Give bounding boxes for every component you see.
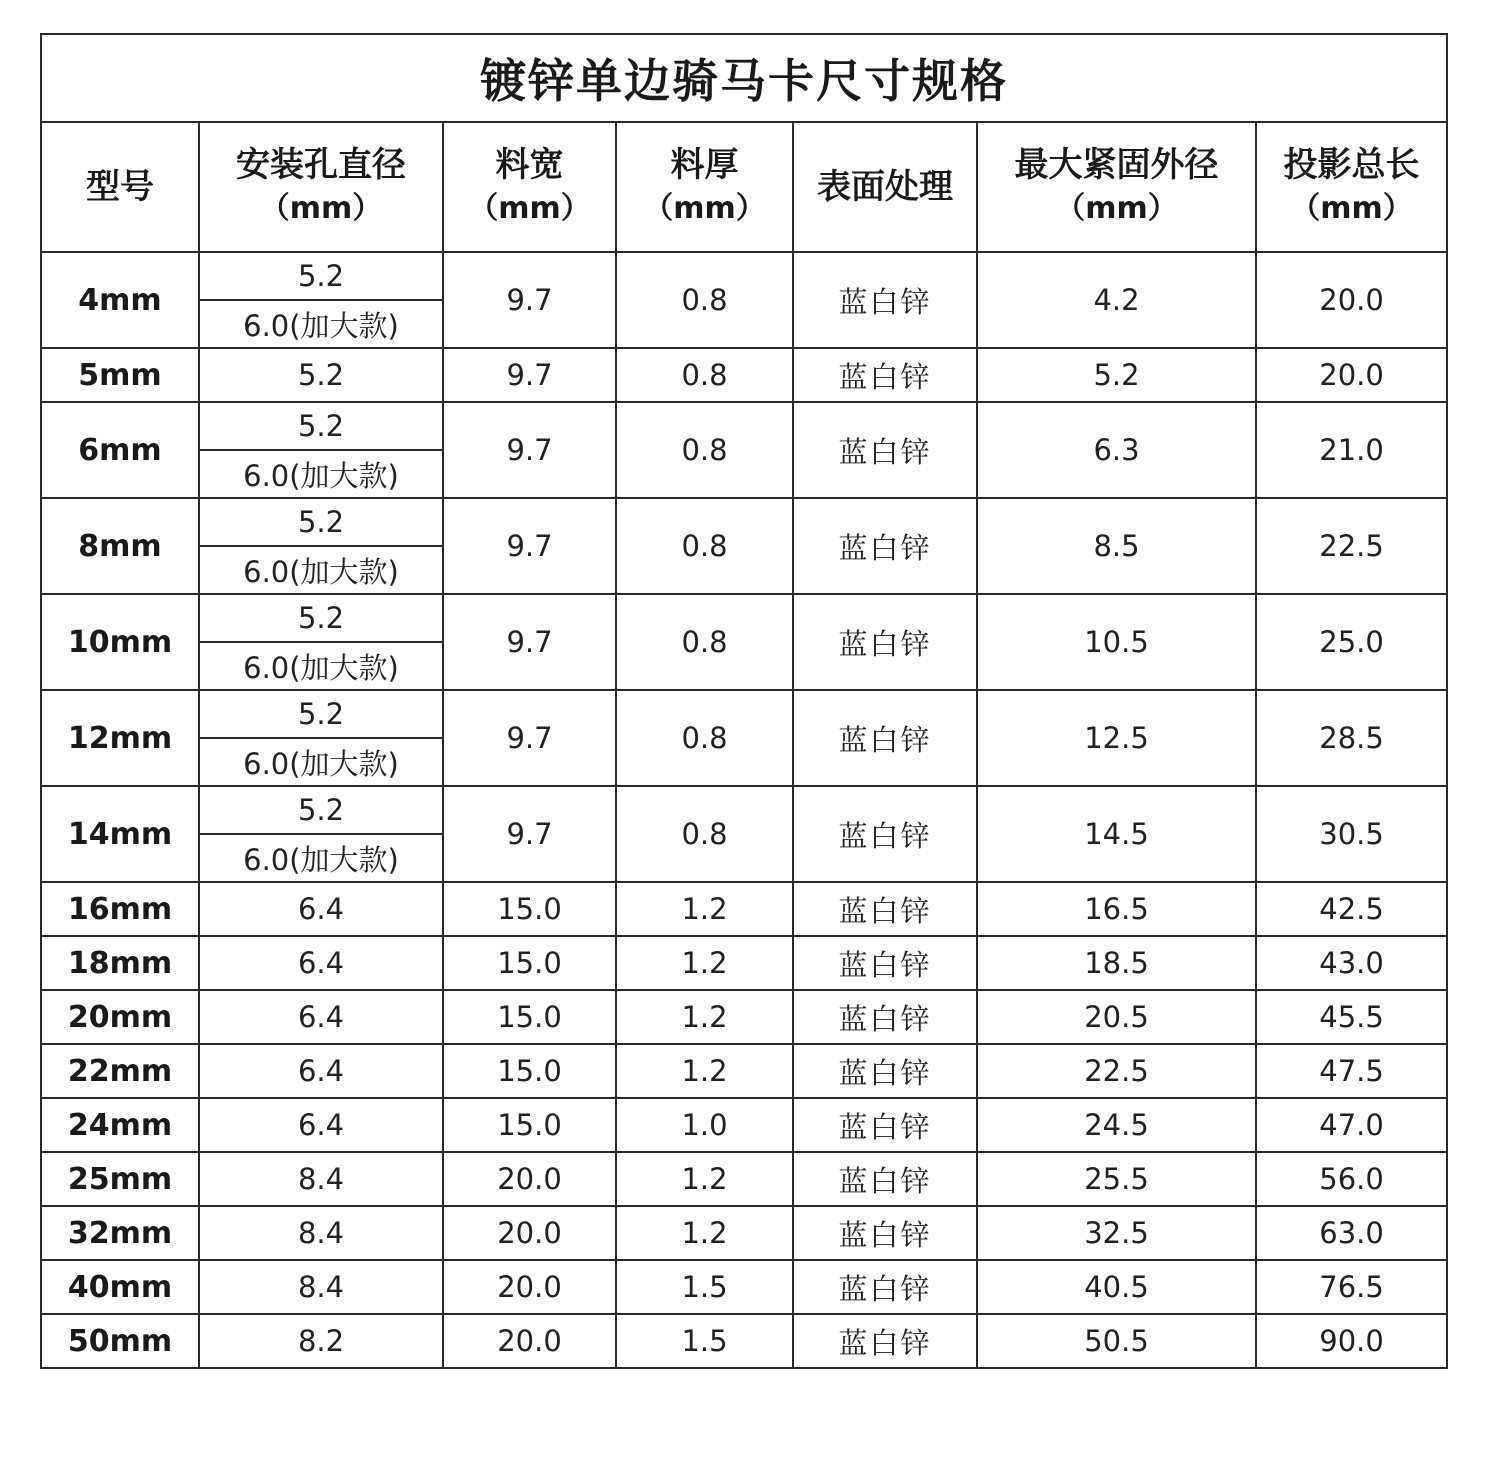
cell-width: 20.0 xyxy=(443,1152,616,1206)
cell-model: 16mm xyxy=(41,882,199,936)
cell-total-length: 30.5 xyxy=(1256,786,1447,882)
cell-surface: 蓝白锌 xyxy=(793,786,977,882)
cell-thickness: 1.2 xyxy=(616,936,793,990)
cell-surface: 蓝白锌 xyxy=(793,1098,977,1152)
table-row xyxy=(41,348,1447,402)
hole-option: 6.0(加大款) xyxy=(200,641,442,689)
cell-thickness: 1.0 xyxy=(616,1098,793,1152)
header-label: 型号 xyxy=(86,167,154,207)
cell-hole-diameter: 6.4 xyxy=(199,936,443,990)
hole-option: 5.2 xyxy=(297,601,345,635)
cell-surface: 蓝白锌 xyxy=(793,594,977,690)
cell-surface: 蓝白锌 xyxy=(793,1260,977,1314)
cell-max-od: 32.5 xyxy=(977,1206,1256,1260)
header-total-length xyxy=(1256,122,1447,252)
cell-thickness: 1.2 xyxy=(616,882,793,936)
cell-total-length: 63.0 xyxy=(1256,1206,1447,1260)
cell-model: 25mm xyxy=(41,1152,199,1206)
cell-surface: 蓝白锌 xyxy=(793,882,977,936)
cell-model: 5mm xyxy=(41,348,199,402)
table-row xyxy=(41,690,1447,786)
cell-thickness: 1.2 xyxy=(616,990,793,1044)
cell-total-length: 45.5 xyxy=(1256,990,1447,1044)
cell-width: 9.7 xyxy=(443,690,616,786)
cell-thickness: 0.8 xyxy=(616,594,793,690)
cell-thickness: 0.8 xyxy=(616,786,793,882)
cell-total-length: 20.0 xyxy=(1256,348,1447,402)
cell-width: 20.0 xyxy=(443,1314,616,1368)
cell-surface: 蓝白锌 xyxy=(793,936,977,990)
cell-max-od: 18.5 xyxy=(977,936,1256,990)
cell-max-od: 12.5 xyxy=(977,690,1256,786)
cell-total-length: 90.0 xyxy=(1256,1314,1447,1368)
cell-width: 15.0 xyxy=(443,882,616,936)
header-unit: （mm） xyxy=(259,191,383,226)
table-row xyxy=(41,402,1447,498)
cell-thickness: 1.5 xyxy=(616,1314,793,1368)
cell-model: 40mm xyxy=(41,1260,199,1314)
cell-max-od: 8.5 xyxy=(977,498,1256,594)
cell-hole-diameter: 6.4 xyxy=(199,882,443,936)
cell-model: 24mm xyxy=(41,1098,199,1152)
cell-thickness: 0.8 xyxy=(616,690,793,786)
cell-hole-diameter xyxy=(199,498,443,594)
cell-thickness: 0.8 xyxy=(616,348,793,402)
table-row xyxy=(41,1152,1447,1206)
cell-width: 20.0 xyxy=(443,1260,616,1314)
cell-max-od: 25.5 xyxy=(977,1152,1256,1206)
cell-max-od: 10.5 xyxy=(977,594,1256,690)
table-title: 镀锌单边骑马卡尺寸规格 xyxy=(41,34,1447,122)
header-label: 料厚 xyxy=(670,145,739,185)
cell-max-od: 16.5 xyxy=(977,882,1256,936)
cell-max-od: 50.5 xyxy=(977,1314,1256,1368)
hole-option: 6.0(加大款) xyxy=(200,299,442,347)
hole-option: 6.0(加大款) xyxy=(200,545,442,593)
cell-hole-diameter: 6.4 xyxy=(199,1044,443,1098)
header-unit: （mm） xyxy=(643,191,766,226)
cell-model: 20mm xyxy=(41,990,199,1044)
table-row xyxy=(41,1098,1447,1152)
cell-model: 32mm xyxy=(41,1206,199,1260)
cell-model: 50mm xyxy=(41,1314,199,1368)
cell-width: 9.7 xyxy=(443,252,616,348)
cell-surface: 蓝白锌 xyxy=(793,1206,977,1260)
cell-hole-diameter: 6.4 xyxy=(199,1098,443,1152)
cell-total-length: 76.5 xyxy=(1256,1260,1447,1314)
table-row xyxy=(41,882,1447,936)
cell-surface: 蓝白锌 xyxy=(793,690,977,786)
cell-max-od: 22.5 xyxy=(977,1044,1256,1098)
cell-total-length: 28.5 xyxy=(1256,690,1447,786)
cell-model: 6mm xyxy=(41,402,199,498)
header-row xyxy=(41,122,1447,252)
hole-option: 6.0(加大款) xyxy=(200,737,442,785)
cell-hole-diameter: 8.4 xyxy=(199,1260,443,1314)
header-label: 投影总长 xyxy=(1283,145,1420,185)
cell-max-od: 40.5 xyxy=(977,1260,1256,1314)
header-label: 最大紧固外径 xyxy=(1014,145,1219,185)
cell-width: 20.0 xyxy=(443,1206,616,1260)
cell-hole-diameter: 8.4 xyxy=(199,1206,443,1260)
cell-width: 9.7 xyxy=(443,594,616,690)
header-model xyxy=(41,122,199,252)
cell-thickness: 1.2 xyxy=(616,1044,793,1098)
hole-option: 6.0(加大款) xyxy=(200,833,442,881)
cell-surface: 蓝白锌 xyxy=(793,348,977,402)
header-hole-diameter xyxy=(199,122,443,252)
header-width xyxy=(443,122,616,252)
table-row xyxy=(41,252,1447,348)
cell-hole-diameter: 8.4 xyxy=(199,1152,443,1206)
cell-surface: 蓝白锌 xyxy=(793,1152,977,1206)
cell-max-od: 5.2 xyxy=(977,348,1256,402)
hole-option: 5.2 xyxy=(297,793,345,827)
cell-model: 10mm xyxy=(41,594,199,690)
table-row xyxy=(41,1044,1447,1098)
cell-model: 12mm xyxy=(41,690,199,786)
cell-hole-diameter xyxy=(199,594,443,690)
hole-option: 6.0(加大款) xyxy=(200,449,442,497)
cell-hole-diameter: 8.2 xyxy=(199,1314,443,1368)
header-thickness xyxy=(616,122,793,252)
cell-total-length: 22.5 xyxy=(1256,498,1447,594)
hole-option: 5.2 xyxy=(297,259,345,293)
hole-option: 5.2 xyxy=(297,697,345,731)
hole-option: 5.2 xyxy=(297,505,345,539)
cell-model: 22mm xyxy=(41,1044,199,1098)
cell-total-length: 56.0 xyxy=(1256,1152,1447,1206)
cell-width: 9.7 xyxy=(443,786,616,882)
cell-thickness: 0.8 xyxy=(616,402,793,498)
cell-total-length: 47.5 xyxy=(1256,1044,1447,1098)
table-row xyxy=(41,498,1447,594)
cell-thickness: 0.8 xyxy=(616,498,793,594)
cell-thickness: 1.2 xyxy=(616,1152,793,1206)
cell-total-length: 25.0 xyxy=(1256,594,1447,690)
cell-surface: 蓝白锌 xyxy=(793,402,977,498)
cell-thickness: 1.5 xyxy=(616,1260,793,1314)
table-body xyxy=(41,252,1447,1368)
cell-width: 9.7 xyxy=(443,348,616,402)
cell-width: 15.0 xyxy=(443,990,616,1044)
header-unit: （mm） xyxy=(1055,191,1178,226)
cell-hole-diameter: 5.2 xyxy=(199,348,443,402)
header-unit: （mm） xyxy=(1290,191,1413,226)
cell-model: 18mm xyxy=(41,936,199,990)
cell-surface: 蓝白锌 xyxy=(793,1314,977,1368)
cell-hole-diameter xyxy=(199,786,443,882)
header-unit: （mm） xyxy=(468,191,591,226)
table-row xyxy=(41,594,1447,690)
cell-surface: 蓝白锌 xyxy=(793,990,977,1044)
spec-table xyxy=(40,33,1448,1369)
table-row xyxy=(41,1206,1447,1260)
cell-hole-diameter xyxy=(199,252,443,348)
table-row xyxy=(41,1260,1447,1314)
header-max-od xyxy=(977,122,1256,252)
cell-model: 14mm xyxy=(41,786,199,882)
cell-total-length: 42.5 xyxy=(1256,882,1447,936)
table-row xyxy=(41,1314,1447,1368)
header-label: 安装孔直径 xyxy=(236,145,406,185)
cell-max-od: 6.3 xyxy=(977,402,1256,498)
hole-option: 5.2 xyxy=(297,409,345,443)
header-label: 料宽 xyxy=(495,145,564,185)
cell-surface: 蓝白锌 xyxy=(793,498,977,594)
cell-thickness: 1.2 xyxy=(616,1206,793,1260)
cell-max-od: 24.5 xyxy=(977,1098,1256,1152)
cell-max-od: 14.5 xyxy=(977,786,1256,882)
cell-max-od: 4.2 xyxy=(977,252,1256,348)
cell-width: 9.7 xyxy=(443,402,616,498)
cell-hole-diameter: 6.4 xyxy=(199,990,443,1044)
header-surface xyxy=(793,122,977,252)
cell-total-length: 43.0 xyxy=(1256,936,1447,990)
cell-thickness: 0.8 xyxy=(616,252,793,348)
table-row xyxy=(41,990,1447,1044)
cell-total-length: 20.0 xyxy=(1256,252,1447,348)
cell-hole-diameter xyxy=(199,690,443,786)
cell-width: 9.7 xyxy=(443,498,616,594)
cell-width: 15.0 xyxy=(443,1098,616,1152)
cell-total-length: 47.0 xyxy=(1256,1098,1447,1152)
cell-width: 15.0 xyxy=(443,936,616,990)
cell-total-length: 21.0 xyxy=(1256,402,1447,498)
cell-max-od: 20.5 xyxy=(977,990,1256,1044)
table-row xyxy=(41,936,1447,990)
cell-surface: 蓝白锌 xyxy=(793,1044,977,1098)
table-row xyxy=(41,786,1447,882)
cell-model: 8mm xyxy=(41,498,199,594)
header-label: 表面处理 xyxy=(817,167,953,207)
cell-hole-diameter xyxy=(199,402,443,498)
cell-surface: 蓝白锌 xyxy=(793,252,977,348)
cell-model: 4mm xyxy=(41,252,199,348)
cell-width: 15.0 xyxy=(443,1044,616,1098)
